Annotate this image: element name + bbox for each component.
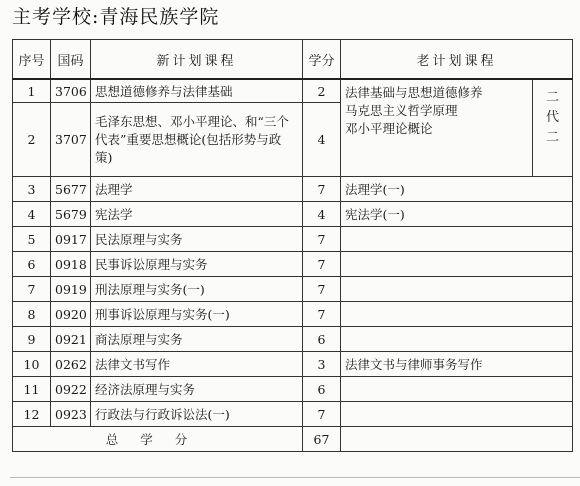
row-old-course — [341, 327, 573, 352]
row-no: 10 — [13, 352, 51, 377]
row-course: 刑法原理与实务(一) — [91, 277, 303, 302]
header-credit: 学分 — [303, 40, 341, 80]
row-course: 法理学 — [91, 177, 303, 202]
table-row — [13, 79, 573, 103]
row-credit: 7 — [303, 252, 341, 277]
row-course: 毛泽东思想、邓小平理论、和“三个代表”重要思想概论(包括形势与政策) — [91, 103, 303, 177]
old-side-column — [532, 80, 572, 176]
row-course: 法律文书写作 — [91, 352, 303, 377]
old-course-line: 邓小平理论概论 — [345, 121, 433, 136]
row-credit: 2 — [303, 79, 341, 103]
row-code: 0918 — [51, 252, 91, 277]
row-old-course — [341, 252, 573, 277]
row-old-course — [341, 277, 573, 302]
row-old-course — [341, 227, 573, 252]
table-row — [13, 227, 573, 252]
row-course: 商法原理与实务 — [91, 327, 303, 352]
old-side-char: 二 — [545, 90, 559, 105]
row-credit: 6 — [303, 327, 341, 352]
row-no: 8 — [13, 302, 51, 327]
total-label: 总学分 — [105, 432, 210, 447]
old-side-char: 代 — [545, 110, 559, 125]
row-old-course — [341, 402, 573, 427]
row-course: 思想道德修养与法律基础 — [91, 79, 303, 103]
row-code: 0920 — [51, 302, 91, 327]
row-old-course — [341, 377, 573, 402]
row-credit: 7 — [303, 277, 341, 302]
row-course: 刑事诉讼原理与实务(一) — [91, 302, 303, 327]
row-code: 5679 — [51, 202, 91, 227]
row-course: 行政法与行政诉讼法(一) — [91, 402, 303, 427]
row-course: 宪法学 — [91, 202, 303, 227]
row-credit: 4 — [303, 103, 341, 177]
row-code: 3707 — [51, 103, 91, 177]
row-course: 民法原理与实务 — [91, 227, 303, 252]
row-credit: 4 — [303, 202, 341, 227]
scan-edge-line — [10, 477, 580, 478]
row-credit: 7 — [303, 227, 341, 252]
row-credit: 3 — [303, 352, 341, 377]
header-old-course: 老计划课程 — [341, 40, 573, 80]
row-no: 2 — [13, 103, 51, 177]
table-row — [13, 352, 573, 377]
old-course-merged — [341, 79, 573, 177]
table-row — [13, 252, 573, 277]
row-code: 3706 — [51, 79, 91, 103]
row-course: 民事诉讼原理与实务 — [91, 252, 303, 277]
row-code: 0917 — [51, 227, 91, 252]
row-credit: 7 — [303, 402, 341, 427]
row-no: 5 — [13, 227, 51, 252]
course-plan-table — [12, 39, 573, 452]
school-heading: 主考学校:青海民族学院 — [12, 6, 220, 28]
row-credit: 7 — [303, 177, 341, 202]
total-empty-cell — [341, 427, 573, 452]
total-label-cell — [13, 427, 303, 452]
row-code: 5677 — [51, 177, 91, 202]
row-code: 0923 — [51, 402, 91, 427]
total-row — [13, 427, 573, 452]
table-row — [13, 377, 573, 402]
row-old-course — [341, 302, 573, 327]
row-code: 0262 — [51, 352, 91, 377]
row-no: 9 — [13, 327, 51, 352]
row-no: 7 — [13, 277, 51, 302]
table-row — [13, 277, 573, 302]
header-code: 国码 — [51, 40, 91, 80]
table-row — [13, 327, 573, 352]
row-credit: 6 — [303, 377, 341, 402]
header-new-course: 新计划课程 — [91, 40, 303, 80]
table-row — [13, 302, 573, 327]
total-value: 67 — [303, 427, 341, 452]
table-row — [13, 402, 573, 427]
table-row — [13, 202, 573, 227]
row-no: 4 — [13, 202, 51, 227]
row-no: 11 — [13, 377, 51, 402]
old-side-char: 二 — [545, 130, 559, 145]
row-no: 6 — [13, 252, 51, 277]
row-code: 0922 — [51, 377, 91, 402]
row-credit: 7 — [303, 302, 341, 327]
header-no: 序号 — [13, 40, 51, 80]
header-row — [13, 40, 573, 80]
row-no: 3 — [13, 177, 51, 202]
old-course-line: 马克思主义哲学原理 — [345, 103, 458, 118]
row-code: 0921 — [51, 327, 91, 352]
row-no: 12 — [13, 402, 51, 427]
row-old-course: 宪法学(一) — [341, 202, 573, 227]
old-course-line: 法律基础与思想道德修养 — [345, 85, 483, 100]
row-old-course: 法律文书与律师事务写作 — [341, 352, 573, 377]
row-old-course: 法理学(一) — [341, 177, 573, 202]
row-no: 1 — [13, 79, 51, 103]
table-row — [13, 177, 573, 202]
row-course: 经济法原理与实务 — [91, 377, 303, 402]
row-code: 0919 — [51, 277, 91, 302]
